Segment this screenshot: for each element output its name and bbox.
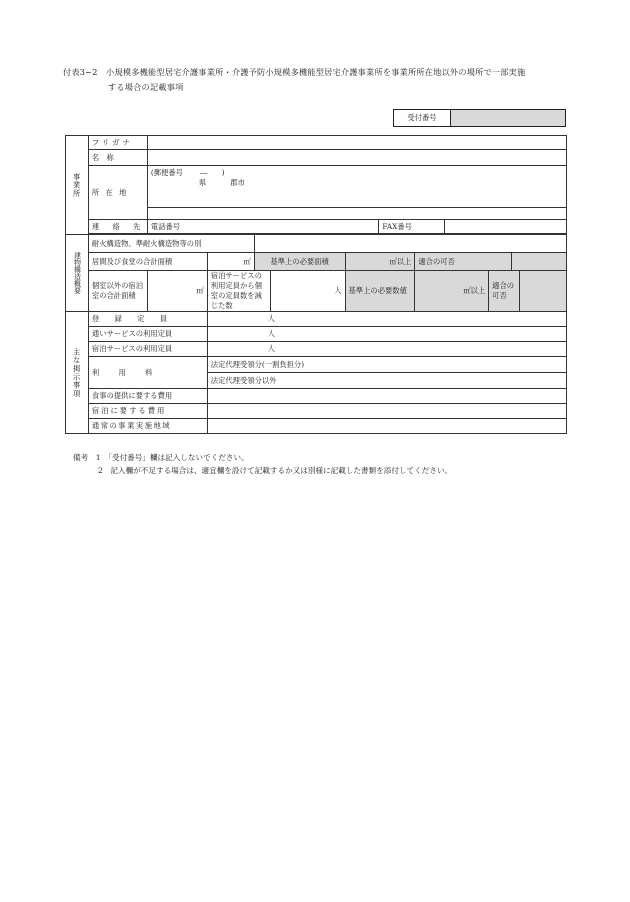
section-posting: 主な掲示事項 <box>66 312 89 434</box>
receipt-box <box>393 109 566 127</box>
name-label: 名 称 <box>88 150 147 166</box>
suitability-label: 適合の可否 <box>415 253 512 271</box>
name-input[interactable] <box>147 150 566 166</box>
stay-cost-label: 宿泊に要する費用 <box>88 404 207 419</box>
fireproof-input[interactable] <box>254 235 566 253</box>
living-area-label: 居間及び食堂の合計面積 <box>88 253 207 271</box>
service-area-label: 通常の事業実施地域 <box>88 419 207 434</box>
registration-capacity-label: 登 録 定 員 <box>88 312 207 327</box>
main-form-table <box>65 135 567 434</box>
day-service-capacity-label: 通いサービスの利用定員 <box>88 327 207 342</box>
meal-cost-label: 食事の提供に要する費用 <box>88 389 207 404</box>
receipt-label: 受付番号 <box>394 110 451 127</box>
room-area-input[interactable]: ㎡ <box>147 271 207 312</box>
capacity-input[interactable]: 人 <box>270 271 345 312</box>
section-jigyosho: 事業所 <box>66 136 89 235</box>
form-title-line1: 付表3−2 小規模多機能型居宅介護事業所・介護予防小規模多機能型居宅介護事業所を事業所所在地以外の場所で一部実施 <box>63 67 526 77</box>
capacity-label: 宿泊サービスの利用定員から個室の定員数を減じた数 <box>207 271 270 312</box>
form-title-line2: する場合の記載事項 <box>108 82 184 92</box>
day-service-capacity-input[interactable]: 人 <box>207 327 566 342</box>
receipt-number-field[interactable] <box>451 110 566 127</box>
suitability-label-2: 適合の可否 <box>489 271 520 312</box>
furigana-input[interactable] <box>147 136 566 150</box>
fee-item-2[interactable]: 法定代理受領分以外 <box>207 373 566 389</box>
stay-service-capacity-input[interactable]: 人 <box>207 342 566 357</box>
note-1: 1 「受付番号」欄は記入しないでください。 <box>95 453 249 462</box>
suitability-field <box>512 253 567 271</box>
address-line2-input[interactable] <box>147 208 566 220</box>
fee-label: 利 用 料 <box>88 357 207 389</box>
fee-item-1[interactable]: 法定代理受領分(一割負担分) <box>207 357 566 373</box>
notes-prefix: 備考 <box>73 453 89 462</box>
section-building: 建物構造概要 <box>66 235 89 312</box>
fax-input[interactable] <box>445 220 567 234</box>
sqm-unit: ㎡ <box>243 256 251 266</box>
stay-cost-input[interactable] <box>207 404 566 419</box>
postal-code: (郵便番号 ― ) <box>150 168 225 177</box>
contact-label: 連 絡 先 <box>88 220 147 234</box>
fireproof-label: 耐火構造物、準耐火構造物等の別 <box>88 235 254 253</box>
form-title <box>63 65 573 95</box>
required-value-field: ㎡以上 <box>415 271 489 312</box>
registration-capacity-input[interactable]: 人 <box>207 312 566 327</box>
room-area-label: 個室以外の宿泊室の合計面積 <box>88 271 147 312</box>
address-label: 所 在 地 <box>88 166 147 220</box>
note-2: 2 記入欄が不足する場合は、適宜欄を設けて記載するか又は別様に記載した書類を添付してください。 <box>98 466 453 475</box>
furigana-label: フリガナ <box>88 136 147 150</box>
phone-label: 電話番号 <box>147 220 207 234</box>
suitability-field-2 <box>520 271 567 312</box>
notes <box>73 451 452 477</box>
fax-label: FAX番号 <box>379 220 445 234</box>
service-area-input[interactable] <box>207 419 566 434</box>
living-area-input[interactable] <box>207 253 254 271</box>
phone-input[interactable] <box>207 220 379 234</box>
required-value-label: 基準上の必要数値 <box>345 271 415 312</box>
required-area-label: 基準上の必要面積 <box>254 253 345 271</box>
stay-service-capacity-label: 宿泊サービスの利用定員 <box>88 342 207 357</box>
required-area-value: ㎡以上 <box>345 253 415 271</box>
city-label: 郡市 <box>230 178 245 187</box>
meal-cost-input[interactable] <box>207 389 566 404</box>
prefecture-label: 県 <box>198 178 207 187</box>
address-input[interactable] <box>147 166 566 208</box>
